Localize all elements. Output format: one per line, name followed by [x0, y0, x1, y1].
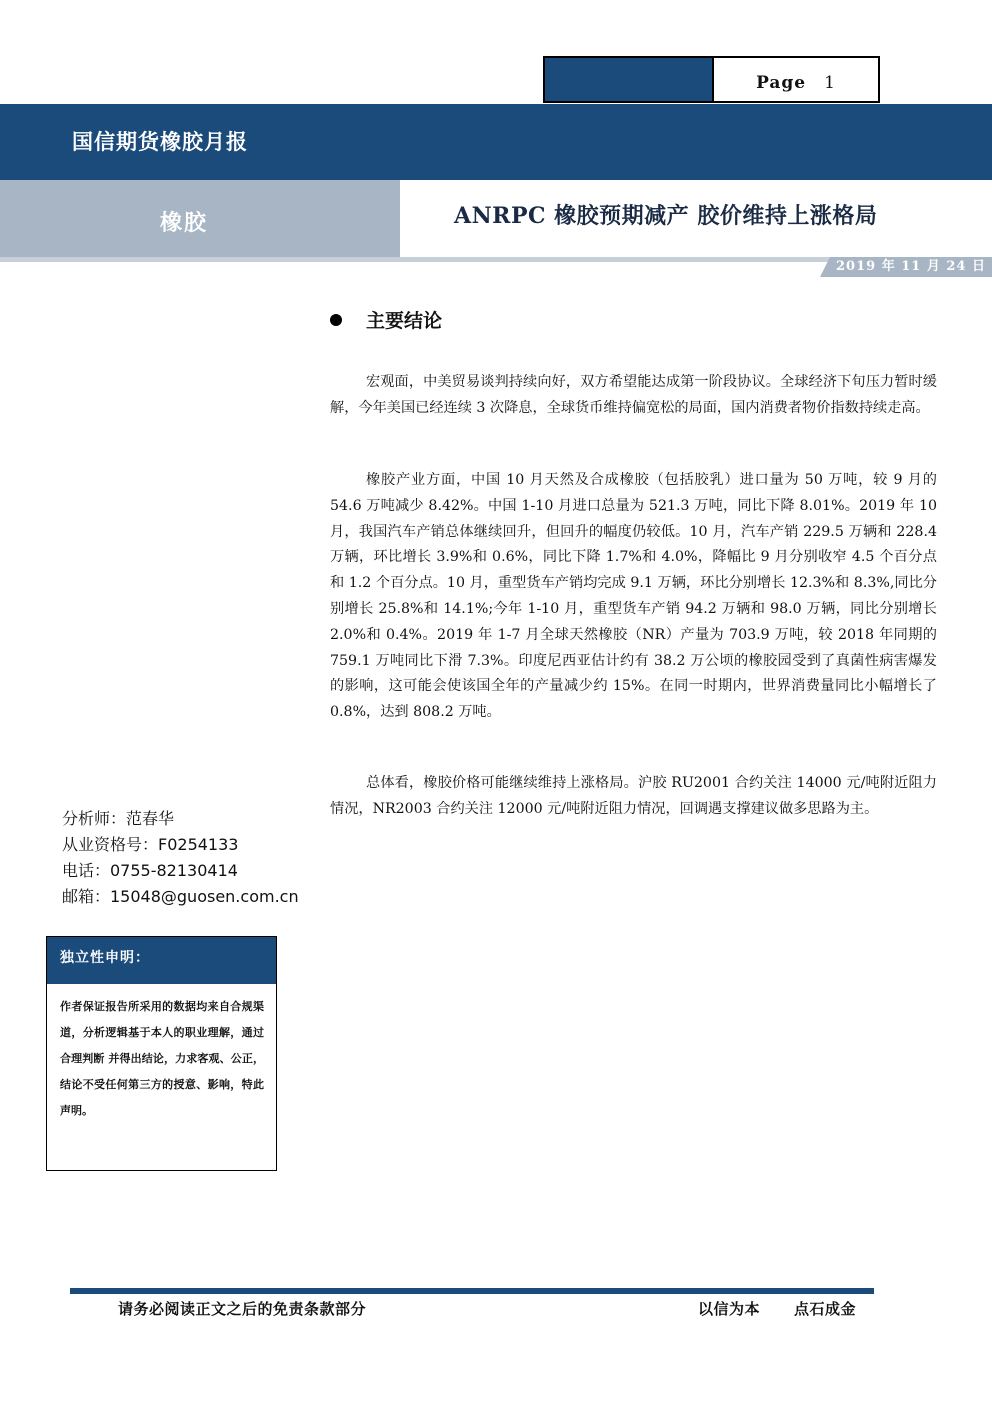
slogan-second: 点石成金 — [794, 1300, 857, 1318]
conclusion-heading-row — [330, 306, 442, 333]
conclusion-heading: 主要结论 — [366, 310, 443, 332]
headline-panel — [400, 180, 992, 262]
analyst-email[interactable]: 邮箱：15048@guosen.com.cn — [62, 887, 299, 906]
category-label: 橡胶 — [160, 210, 209, 236]
paragraph-macro: 宏观面，中美贸易谈判持续向好，双方希望能达成第一阶段协议。全球经济下旬压力暂时缓解，今年美国已经连续 3 次降息，全球货币维持偏宽松的局面，国内消费者物价指数持续走高。 — [330, 374, 937, 416]
report-headline: ANRPC 橡胶预期减产 胶价维持上涨格局 — [454, 203, 878, 229]
slogan-first: 以信为本 — [698, 1300, 761, 1318]
page-indicator — [543, 56, 880, 103]
page-label: Page — [756, 72, 807, 93]
date-bar — [0, 257, 992, 277]
statement-title: 独立性申明： — [47, 937, 276, 984]
page-label-container — [714, 58, 878, 101]
footer-notice: 请务必阅读正文之后的免责条款部分 — [118, 1300, 367, 1318]
paragraph-summary: 总体看，橡胶价格可能继续维持上涨格局。沪胶 RU2001 合约关注 14000 元/吨附近阻力情况，NR2003 合约关注 12000 元/吨附近阻力情况，回调遇支撑建议做多思路为主。 — [330, 775, 937, 817]
bullet-icon — [330, 314, 342, 326]
paragraph-industry: 橡胶产业方面，中国 10 月天然及合成橡胶（包括胶乳）进口量为 50 万吨，较 9 月的 54.6 万吨减少 8.42%。中国 1-10 月进口总量为 521.3 万吨，同比下降 8.01%。2019 年 10 月，我国汽车产销总体继续回升，但回升的幅度仍较低。10 月，汽车产销 229.5 万辆和 228.4 万辆，环比增长 3.9%和 0.6%，同比下降 1.7%和 4.0%，降幅比 9 月分别收窄 4.5 个百分点和 1.2 个百分点。10 月，重型货车产销均完成 9.1 万辆，环比分别增长 12.3%和 8.3%,同比分别增长 25.8%和 14.1%;今年 1-10 月，重型货车产销 94.2 万辆和 98.0 万辆，同比分别增长 2.0%和 0.4%。2019 年 1-7 月全球天然橡胶（NR）产量为 703.9 万吨，较 2018 年同期的 759.1 万吨同比下滑 7.3%。印度尼西亚估计约有 38.2 万公顷的橡胶园受到了真菌性病害爆发的影响，这可能会使该国全年的产量减少约 15%。在同一时期内，世界消费量同比小幅增长了 0.8%，达到 808.2 万吨。 — [330, 472, 937, 721]
page-number: 1 — [824, 72, 836, 93]
analyst-info — [62, 806, 299, 910]
report-title: 国信期货橡胶月报 — [72, 129, 248, 154]
page-indicator-accent — [545, 58, 714, 101]
independence-statement — [46, 936, 277, 1171]
report-banner — [0, 104, 992, 180]
analyst-phone: 电话：0755-82130414 — [62, 861, 238, 880]
analyst-license: 从业资格号：F0254133 — [62, 835, 239, 854]
analyst-name: 分析师：范春华 — [62, 809, 175, 828]
report-date: 2019 年 11 月 24 日 — [836, 259, 986, 274]
footer-slogan — [698, 1298, 856, 1319]
footer-divider — [70, 1288, 874, 1294]
category-panel — [0, 180, 400, 262]
statement-text: 作者保证报告所采用的数据均来自合规渠道，分析逻辑基于本人的职业理解，通过合理判断 并得出结论，力求客观、公正，结论不受任何第三方的授意、影响，特此声明。 — [60, 1000, 264, 1117]
